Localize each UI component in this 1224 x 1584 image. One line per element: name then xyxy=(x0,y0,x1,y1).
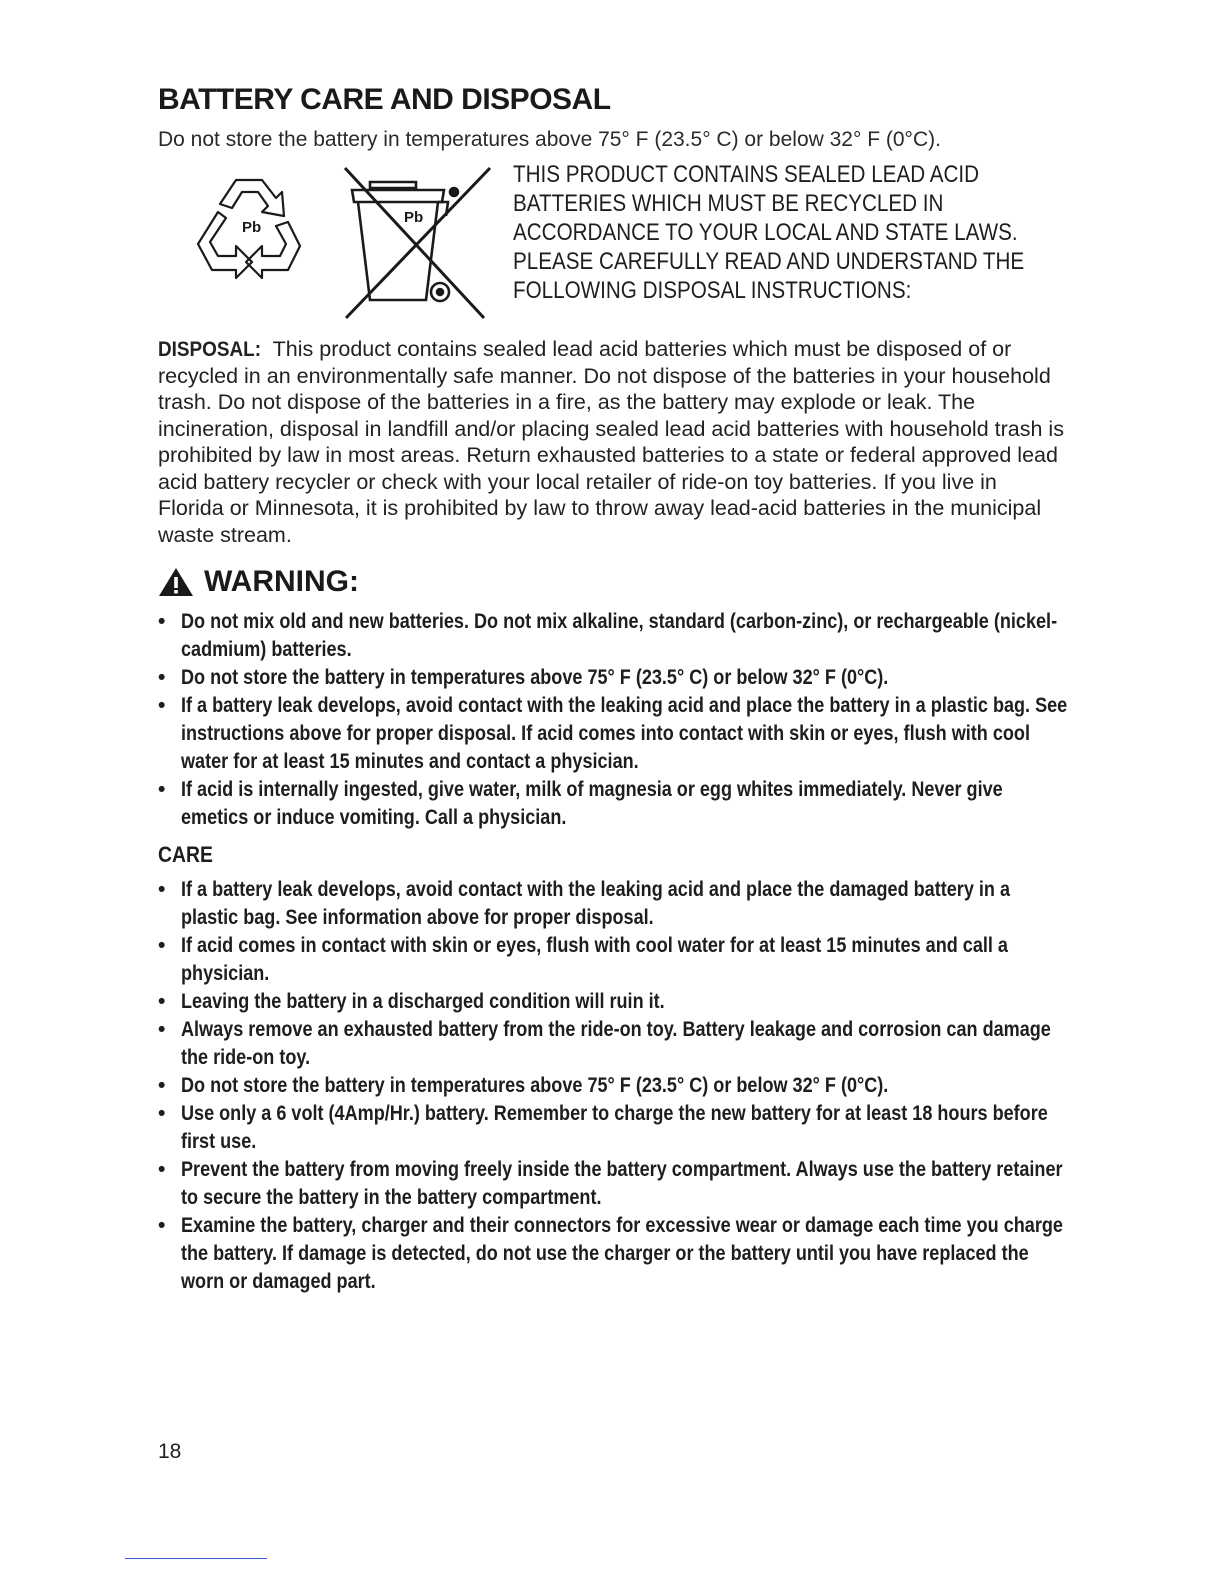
list-item: • Prevent the battery from moving freely inside the battery compartment. Always use the battery retainer to secure the battery in the battery compartment. xyxy=(158,1158,1063,1209)
recycling-notice xyxy=(513,160,1046,305)
warning-list xyxy=(158,608,1068,832)
bullet-icon: • xyxy=(158,610,166,633)
page-number: 18 xyxy=(158,1440,182,1463)
list-item: • Leaving the battery in a discharged condition will ruin it. xyxy=(158,988,1068,1016)
notice-line: ACCORDANCE TO YOUR LOCAL AND STATE LAWS. xyxy=(513,219,1018,246)
list-item: • If acid is internally ingested, give water, milk of magnesia or egg whites immediately. Never give emetics or induce vomiting. Call a physician. xyxy=(158,778,1003,829)
notice-line: PLEASE CAREFULLY READ AND UNDERSTAND THE xyxy=(513,248,1025,275)
list-item: • Examine the battery, charger and their connectors for excessive wear or damage each time you charge the battery. If damage is detected, do not use the charger or the battery until you have replaced the worn or damaged part. xyxy=(158,1214,1063,1293)
list-item: • If acid comes in contact with skin or eyes, flush with cool water for at least 15 minutes and call a physician. xyxy=(158,934,1008,985)
recycling-symbols-row xyxy=(158,160,1068,336)
notice-line: THIS PRODUCT CONTAINS SEALED LEAD ACID xyxy=(513,161,980,188)
bullet-icon: • xyxy=(158,1214,166,1237)
bullet-icon: • xyxy=(158,1158,166,1181)
recycle-pb-label: Pb xyxy=(242,219,262,236)
list-item: • Use only a 6 volt (4Amp/Hr.) battery. Remember to charge the new battery for at least 18 hours before first use. xyxy=(158,1102,1048,1153)
care-heading: CARE xyxy=(158,842,213,867)
recycle-pb-icon xyxy=(198,180,300,278)
storage-temperature-note: Do not store the battery in temperatures above 75° F (23.5° C) or below 32° F (0°C). xyxy=(158,128,941,151)
list-item: • Do not store the battery in temperatures above 75° F (23.5° C) or below 32° F (0°C). xyxy=(158,664,1068,692)
bin-pb-label: Pb xyxy=(404,209,424,226)
bullet-icon: • xyxy=(158,778,166,801)
list-item: • If a battery leak develops, avoid contact with the leaking acid and place the battery in a plastic bag. See instructions above for proper disposal. If acid comes into contact with skin or eyes, flush with cool water for at least 15 minutes and contact a physician. xyxy=(158,694,1068,773)
bullet-icon: • xyxy=(158,934,166,957)
footer-divider xyxy=(125,1558,267,1559)
list-item: • Always remove an exhausted battery from the ride-on toy. Battery leakage and corrosion can damage the ride-on toy. xyxy=(158,1018,1051,1069)
bullet-icon: • xyxy=(158,694,166,717)
disposal-paragraph xyxy=(158,336,1068,548)
bullet-icon: • xyxy=(158,1018,166,1041)
disposal-text: This product contains sealed lead acid batteries which must be disposed of or recycled in an environmentally safe manner. Do not dispose of the batteries in your household trash. Do not dispose of the batteries in a fire, as the battery may explode or leak. The incineration, disposal in landfill and/or placing sealed lead acid batteries with household trash is prohibited by law in most areas. Return exhausted batteries to a state or federal approved lead acid battery recycler or check with your local retailer of ride-on toy batteries. If you live in Florida or Minnesota, it is prohibited by law to throw away lead-acid batteries in the municipal waste stream. xyxy=(158,337,1064,547)
warning-title: WARNING: xyxy=(204,565,359,598)
bullet-icon: • xyxy=(158,666,166,689)
care-list xyxy=(158,876,1068,1296)
recycling-symbols xyxy=(192,162,502,332)
list-item: • Do not store the battery in temperatures above 75° F (23.5° C) or below 32° F (0°C). xyxy=(158,1072,1068,1100)
bullet-icon: • xyxy=(158,1102,166,1125)
page-title: BATTERY CARE AND DISPOSAL xyxy=(158,83,611,116)
crossed-out-bin-icon xyxy=(345,168,490,318)
warning-triangle-icon xyxy=(158,567,194,597)
notice-line: FOLLOWING DISPOSAL INSTRUCTIONS: xyxy=(513,277,912,304)
list-item: • If a battery leak develops, avoid contact with the leaking acid and place the damaged battery in a plastic bag. See information above for proper disposal. xyxy=(158,878,1010,929)
warning-heading xyxy=(158,562,1068,602)
bullet-icon: • xyxy=(158,878,166,901)
bullet-icon: • xyxy=(158,990,166,1013)
disposal-label: DISPOSAL: xyxy=(158,337,262,361)
bullet-icon: • xyxy=(158,1074,166,1097)
document-page xyxy=(158,80,1068,1296)
list-item: • Do not mix old and new batteries. Do not mix alkaline, standard (carbon-zinc), or rechargeable (nickel-cadmium) batteries. xyxy=(158,610,1058,661)
notice-line: BATTERIES WHICH MUST BE RECYCLED IN xyxy=(513,190,944,217)
